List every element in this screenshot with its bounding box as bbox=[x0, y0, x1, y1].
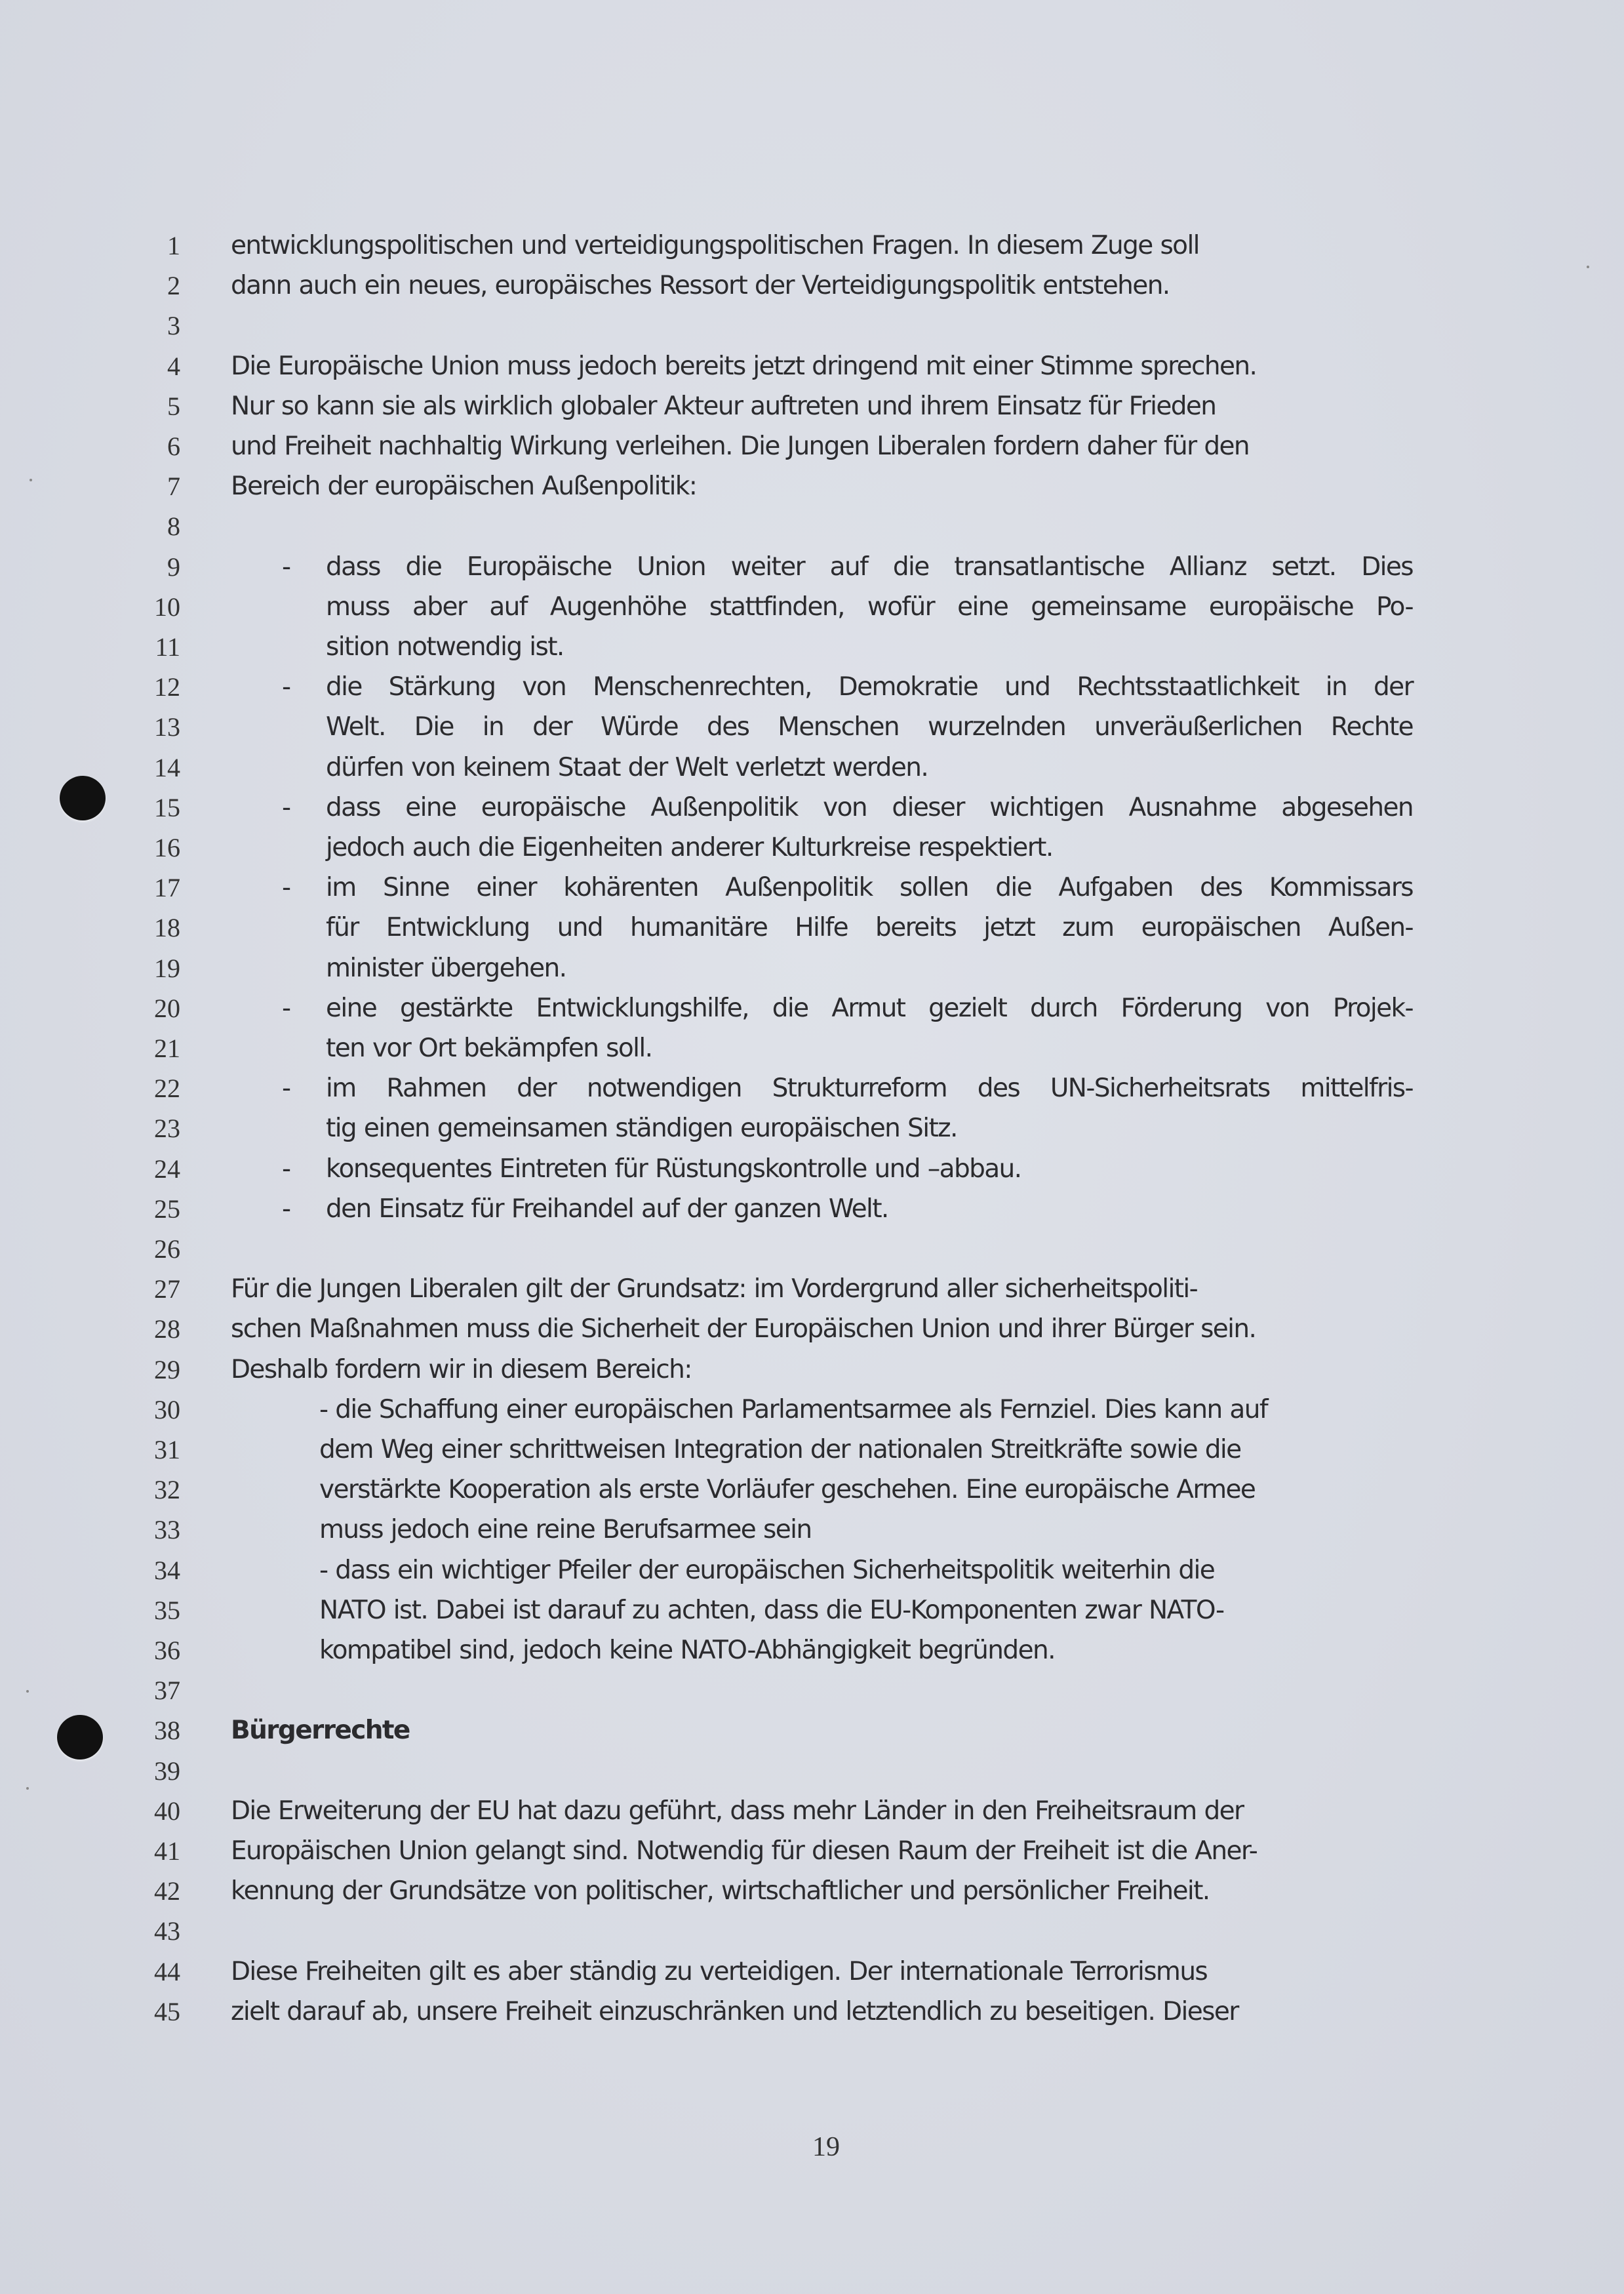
line-text: kompatibel sind, jedoch keine NATO-Abhängigkeit begründen. bbox=[319, 1636, 1055, 1665]
line-number: 26 bbox=[154, 1234, 180, 1264]
document-line bbox=[0, 1831, 1624, 1871]
line-text: verstärkte Kooperation als erste Vorläufer geschehen. Eine europäische Armee bbox=[319, 1475, 1256, 1505]
line-text: minister übergehen. bbox=[326, 953, 566, 983]
document-line bbox=[0, 506, 1624, 546]
line-text: Die Europäische Union muss jedoch bereits jetzt dringend mit einer Stimme sprechen. bbox=[231, 351, 1257, 381]
line-number: 42 bbox=[154, 1876, 180, 1906]
bullet-item-text: im Rahmen der notwendigen Strukturreform des UN-Sicherheitsrats mittelfris- bbox=[326, 1074, 1413, 1104]
bullet-item-text: dass die Europäische Union weiter auf die transatlantische Allianz setzt. Dies bbox=[326, 552, 1413, 582]
line-number: 1 bbox=[167, 231, 180, 260]
document-line bbox=[0, 868, 1624, 908]
bullet-item-text: konsequentes Eintreten für Rüstungskontrolle und –abbau. bbox=[326, 1154, 1021, 1184]
line-number: 38 bbox=[154, 1716, 180, 1746]
document-line bbox=[0, 426, 1624, 466]
line-number: 14 bbox=[154, 752, 180, 782]
document-line bbox=[0, 948, 1624, 988]
document-line bbox=[0, 466, 1624, 506]
document-line bbox=[0, 1871, 1624, 1911]
document-line bbox=[0, 547, 1624, 587]
document-line bbox=[0, 1390, 1624, 1430]
document-line bbox=[0, 1189, 1624, 1229]
line-number: 4 bbox=[167, 351, 180, 381]
line-text: kennung der Grundsätze von politischer, wirtschaftlicher und persönlicher Freiheit. bbox=[231, 1876, 1210, 1906]
bullet-item-text: eine gestärkte Entwicklungshilfe, die Armut gezielt durch Förderung von Projek- bbox=[326, 993, 1413, 1023]
line-number: 5 bbox=[167, 391, 180, 421]
document-line bbox=[0, 1710, 1624, 1750]
document-line bbox=[0, 1309, 1624, 1349]
document-line bbox=[0, 1751, 1624, 1791]
bullet-item-text: den Einsatz für Freihandel auf der ganzen Welt. bbox=[326, 1194, 888, 1224]
document-line bbox=[0, 1670, 1624, 1710]
line-text: sition notwendig ist. bbox=[326, 632, 564, 662]
line-number: 35 bbox=[154, 1595, 180, 1625]
line-number: 19 bbox=[154, 953, 180, 983]
line-number: 3 bbox=[167, 311, 180, 341]
line-number: 44 bbox=[154, 1956, 180, 1986]
line-text: Bereich der europäischen Außenpolitik: bbox=[231, 472, 697, 502]
line-text: schen Maßnahmen muss die Sicherheit der Europäischen Union und ihrer Bürger sein. bbox=[231, 1314, 1256, 1344]
line-number: 8 bbox=[167, 512, 180, 542]
document-line bbox=[0, 1791, 1624, 1831]
line-number: 32 bbox=[154, 1475, 180, 1505]
bullet-item-text: dass eine europäische Außenpolitik von dieser wichtigen Ausnahme abgesehen bbox=[326, 792, 1413, 822]
line-number: 34 bbox=[154, 1555, 180, 1585]
line-number: 2 bbox=[167, 271, 180, 301]
line-number: 6 bbox=[167, 432, 180, 461]
document-line bbox=[0, 1590, 1624, 1630]
line-text: Die Erweiterung der EU hat dazu geführt, dass mehr Länder in den Freiheitsraum der bbox=[231, 1796, 1244, 1826]
line-text: und Freiheit nachhaltig Wirkung verleihen. Die Jungen Liberalen fordern daher für den bbox=[231, 432, 1250, 461]
document-line bbox=[0, 1068, 1624, 1108]
document-line bbox=[0, 748, 1624, 788]
line-number: 7 bbox=[167, 472, 180, 502]
line-number: 21 bbox=[154, 1034, 180, 1063]
line-number: 27 bbox=[154, 1274, 180, 1304]
document-line bbox=[0, 346, 1624, 386]
document-line bbox=[0, 1630, 1624, 1670]
document-line bbox=[0, 1269, 1624, 1309]
document-line bbox=[0, 1911, 1624, 1951]
line-number: 11 bbox=[155, 632, 180, 662]
line-text: zielt darauf ab, unsere Freiheit einzuschränken und letztendlich zu beseitigen. Dieser bbox=[231, 1996, 1238, 2026]
bullet-dash: - bbox=[282, 993, 292, 1023]
bullet-dash: - bbox=[282, 1154, 292, 1184]
bullet-dash: - bbox=[282, 1194, 292, 1224]
line-number: 41 bbox=[154, 1836, 180, 1866]
line-number: 29 bbox=[154, 1354, 180, 1384]
line-text: Nur so kann sie als wirklich globaler Akteur auftreten und ihrem Einsatz für Frieden bbox=[231, 391, 1216, 421]
page-number: 19 bbox=[812, 2132, 840, 2162]
document-line bbox=[0, 1229, 1624, 1269]
line-text: NATO ist. Dabei ist darauf zu achten, dass die EU-Komponenten zwar NATO- bbox=[319, 1595, 1224, 1625]
document-line bbox=[0, 226, 1624, 266]
document-line bbox=[0, 667, 1624, 707]
document-line bbox=[0, 627, 1624, 667]
line-number: 37 bbox=[154, 1676, 180, 1706]
line-number: 9 bbox=[167, 552, 180, 582]
document-line bbox=[0, 1108, 1624, 1148]
line-number: 17 bbox=[154, 873, 180, 903]
line-text: für Entwicklung und humanitäre Hilfe bereits jetzt zum europäischen Außen- bbox=[326, 913, 1413, 943]
line-number: 25 bbox=[154, 1194, 180, 1224]
document-line bbox=[0, 1028, 1624, 1068]
line-text: dann auch ein neues, europäisches Ressort der Verteidigungspolitik entstehen. bbox=[231, 271, 1170, 301]
document-line bbox=[0, 1149, 1624, 1189]
line-text: muss aber auf Augenhöhe stattfinden, wofür eine gemeinsame europäische Po- bbox=[326, 592, 1413, 622]
line-number: 39 bbox=[154, 1756, 180, 1786]
line-number: 36 bbox=[154, 1636, 180, 1665]
line-text: Für die Jungen Liberalen gilt der Grundsatz: im Vordergrund aller sicherheitspoliti- bbox=[231, 1274, 1198, 1304]
bullet-dash: - bbox=[282, 1074, 292, 1104]
document-line bbox=[0, 587, 1624, 627]
line-number: 45 bbox=[154, 1996, 180, 2026]
document-line bbox=[0, 988, 1624, 1028]
line-number: 24 bbox=[154, 1154, 180, 1184]
bullet-dash: - bbox=[282, 792, 292, 822]
line-text: - die Schaffung einer europäischen Parlamentsarmee als Fernziel. Dies kann auf bbox=[319, 1394, 1267, 1424]
document-line bbox=[0, 1510, 1624, 1550]
document-line bbox=[0, 1350, 1624, 1390]
line-number: 20 bbox=[154, 993, 180, 1023]
bullet-item-text: im Sinne einer kohärenten Außenpolitik sollen die Aufgaben des Kommissars bbox=[326, 873, 1413, 903]
line-text: dem Weg einer schrittweisen Integration der nationalen Streitkräfte sowie die bbox=[319, 1435, 1241, 1464]
document-line bbox=[0, 1992, 1624, 2032]
line-number: 22 bbox=[154, 1074, 180, 1104]
line-number: 12 bbox=[154, 672, 180, 702]
document-line bbox=[0, 828, 1624, 868]
line-number: 18 bbox=[154, 913, 180, 943]
bullet-dash: - bbox=[282, 672, 292, 702]
line-number: 16 bbox=[154, 833, 180, 862]
document-line bbox=[0, 1430, 1624, 1470]
line-number: 15 bbox=[154, 792, 180, 822]
line-text: - dass ein wichtiger Pfeiler der europäischen Sicherheitspolitik weiterhin die bbox=[319, 1555, 1215, 1585]
line-text: Welt. Die in der Würde des Menschen wurzelnden unveräußerlichen Rechte bbox=[326, 712, 1413, 742]
document-line bbox=[0, 1952, 1624, 1992]
line-text: dürfen von keinem Staat der Welt verletzt werden. bbox=[326, 752, 928, 782]
line-number: 33 bbox=[154, 1515, 180, 1545]
document-line bbox=[0, 707, 1624, 747]
line-number: 10 bbox=[154, 592, 180, 622]
line-text: jedoch auch die Eigenheiten anderer Kulturkreise respektiert. bbox=[326, 833, 1053, 862]
line-text: Europäischen Union gelangt sind. Notwendig für diesen Raum der Freiheit ist die Aner- bbox=[231, 1836, 1258, 1866]
line-text: muss jedoch eine reine Berufsarmee sein bbox=[319, 1515, 812, 1545]
line-number: 31 bbox=[154, 1435, 180, 1464]
line-text: tig einen gemeinsamen ständigen europäischen Sitz. bbox=[326, 1114, 957, 1144]
line-text: ten vor Ort bekämpfen soll. bbox=[326, 1034, 652, 1063]
bullet-dash: - bbox=[282, 552, 292, 582]
document-line bbox=[0, 1470, 1624, 1510]
section-heading: Bürgerrechte bbox=[231, 1716, 410, 1746]
bullet-dash: - bbox=[282, 873, 292, 903]
line-text: Diese Freiheiten gilt es aber ständig zu verteidigen. Der internationale Terrorismus bbox=[231, 1956, 1208, 1986]
line-text: Deshalb fordern wir in diesem Bereich: bbox=[231, 1354, 692, 1384]
document-line bbox=[0, 1550, 1624, 1590]
document-line bbox=[0, 788, 1624, 828]
line-text: entwicklungspolitischen und verteidigungspolitischen Fragen. In diesem Zuge soll bbox=[231, 231, 1199, 260]
line-number: 40 bbox=[154, 1796, 180, 1826]
bullet-item-text: die Stärkung von Menschenrechten, Demokratie und Rechtsstaatlichkeit in der bbox=[326, 672, 1413, 702]
document-line bbox=[0, 908, 1624, 948]
document-line bbox=[0, 266, 1624, 306]
line-number: 30 bbox=[154, 1394, 180, 1424]
line-number: 13 bbox=[154, 712, 180, 742]
line-number: 43 bbox=[154, 1916, 180, 1946]
line-number: 23 bbox=[154, 1114, 180, 1144]
document-line bbox=[0, 306, 1624, 346]
line-number: 28 bbox=[154, 1314, 180, 1344]
document-line bbox=[0, 386, 1624, 426]
